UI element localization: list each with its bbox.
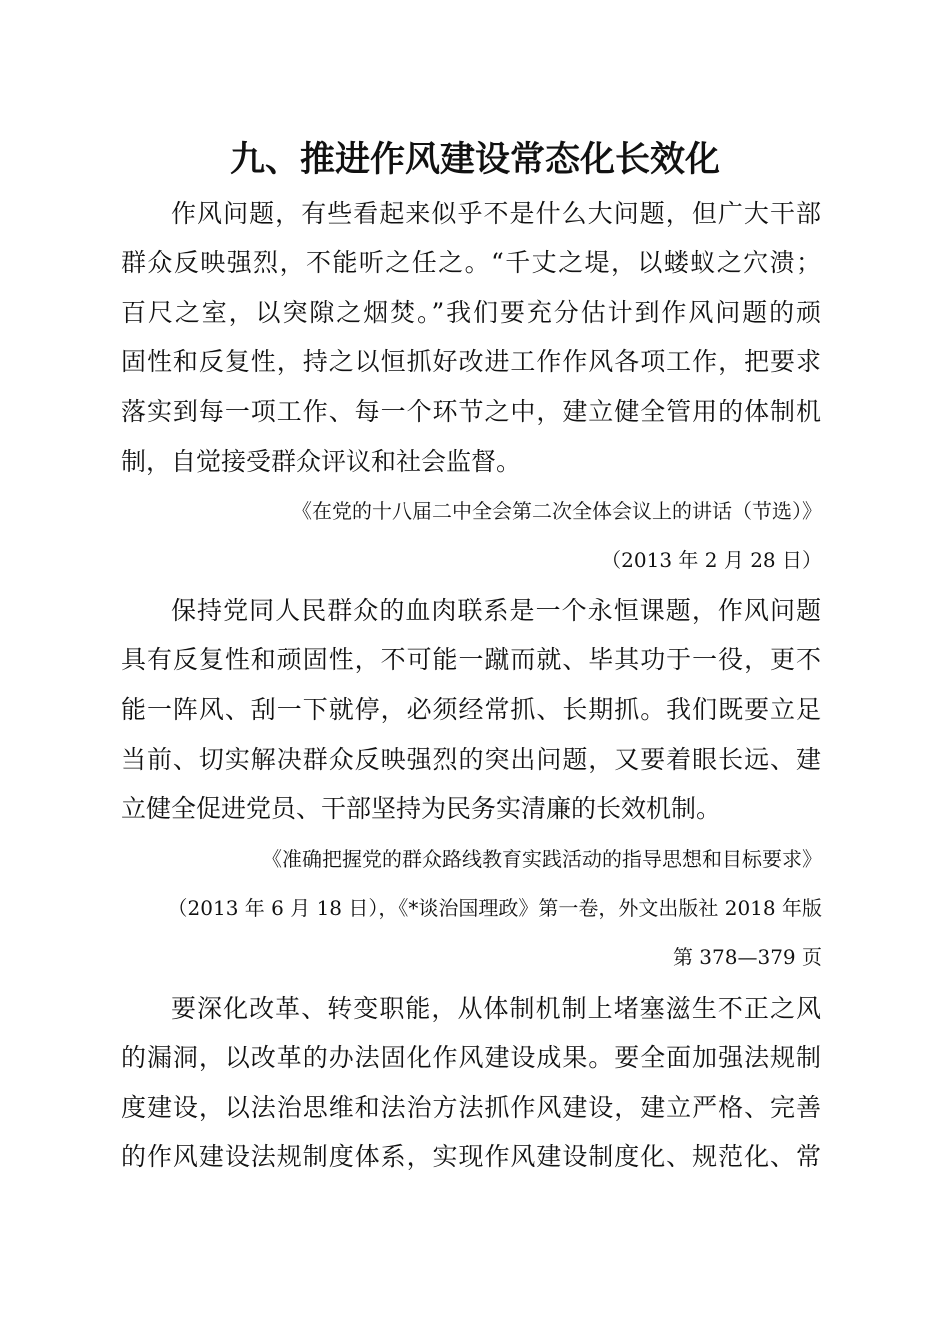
paragraph-1-source-title: 《在党的十八届二中全会第二次全体会议上的讲话（节选）》 [292,499,822,523]
paragraph-1-line-6: 制，自觉接受群众评议和社会监督。 [121,447,522,476]
paragraph-2-line-3: 能一阵风、刮一下就停，必须经常抓、长期抓。我们既要立足 [121,695,821,724]
paragraph-1-line-1: 作风问题，有些看起来似乎不是什么大问题，但广大干部 [171,199,821,228]
section-heading: 九、推进作风建设常态化长效化 [229,139,720,180]
paragraph-3-line-2: 的漏洞，以改革的办法固化作风建设成果。要全面加强法规制 [121,1043,821,1072]
paragraph-1-line-5: 落实到每一项工作、每一个环节之中，建立健全管用的体制机 [121,397,821,426]
paragraph-2-line-4: 当前、切实解决群众反映强烈的突出问题，又要着眼长远、建 [121,745,821,774]
paragraph-2-line-2: 具有反复性和顽固性，不可能一蹴而就、毕其功于一役，更不 [121,645,821,674]
paragraph-1-line-3: 百尺之室，以突隙之烟焚。”我们要充分估计到作风问题的顽 [121,298,821,327]
paragraph-1-line-4: 固性和反复性，持之以恒抓好改进工作作风各项工作，把要求 [121,347,821,376]
paragraph-2-source-title: 《准确把握党的群众路线教育实践活动的指导思想和目标要求》 [262,847,822,871]
paragraph-2-line-1: 保持党同人民群众的血肉联系是一个永恒课题，作风问题 [171,596,821,625]
paragraph-3-line-3: 度建设，以法治思维和法治方法抓作风建设，建立严格、完善 [121,1093,821,1122]
paragraph-2-line-5: 立健全促进党员、干部坚持为民务实清廉的长效机制。 [121,794,722,823]
paragraph-2-source-date-and-book: （2013 年 6 月 18 日），《*谈治国理政》第一卷，外文出版社 2018 年版 [167,896,822,920]
paragraph-3-line-4: 的作风建设法规制度体系，实现作风建设制度化、规范化、常 [121,1142,821,1171]
paragraph-3-line-1: 要深化改革、转变职能，从体制机制上堵塞滋生不正之风 [171,994,821,1023]
paragraph-1-line-2: 群众反映强烈，不能听之任之。“千丈之堤，以蝼蚁之穴溃； [121,248,821,277]
paragraph-2-source-pages: 第 378—379 页 [672,945,822,969]
paragraph-1-source-date: （2013 年 2 月 28 日） [601,548,822,572]
